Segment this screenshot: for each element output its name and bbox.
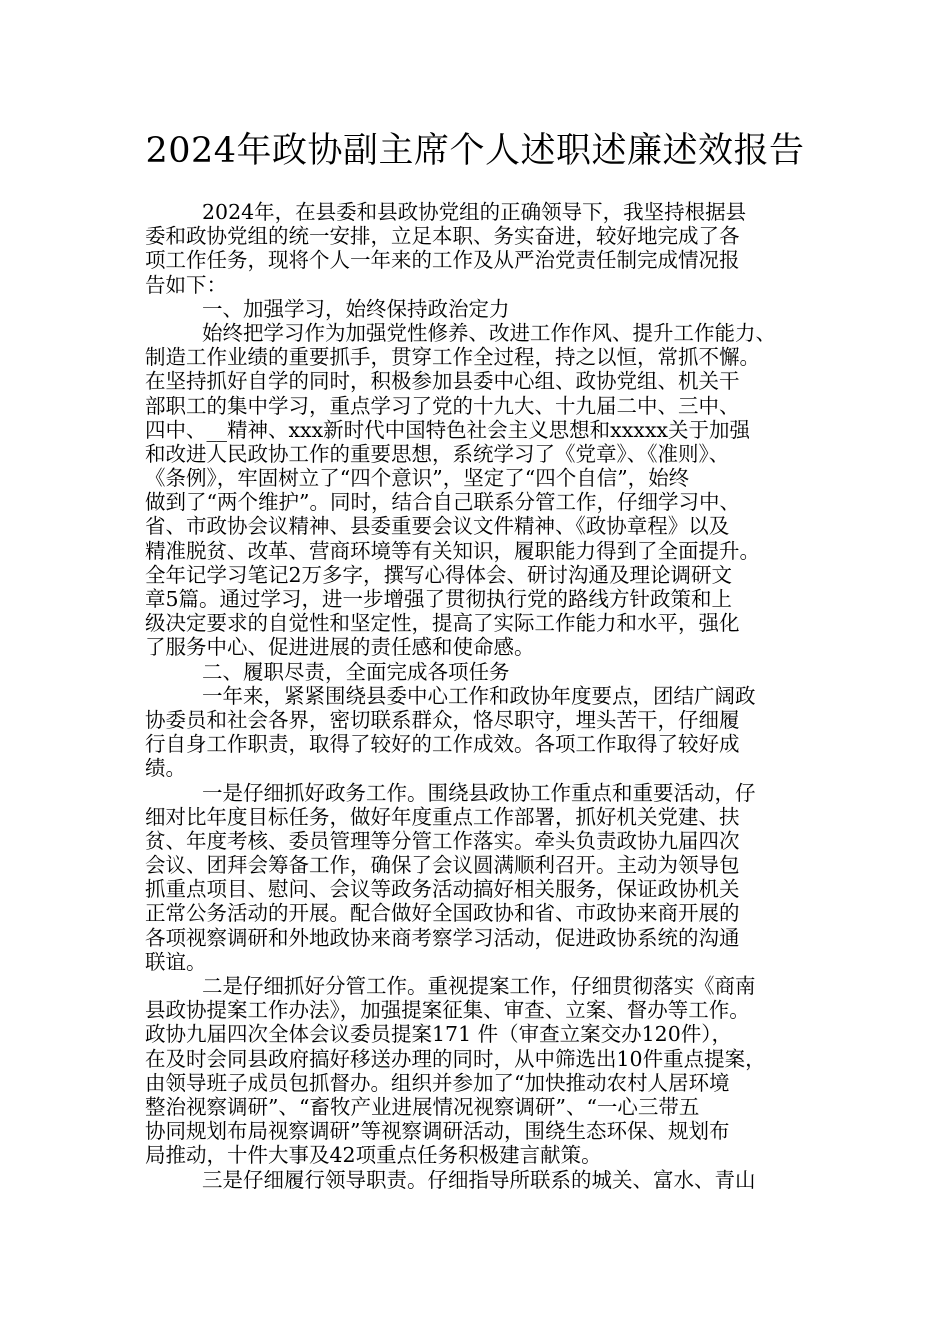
paragraph-line: 各项视察调研和外地政协来商考察学习活动，促进政协系统的沟通 [145,925,740,950]
paragraph-line: 《条例》，牢固树立了“四个意识”，坚定了“四个自信”，始终 [145,466,690,491]
paragraph-line: 三是仔细履行领导职责。仔细指导所联系的城关、富水、青山 [202,1167,756,1192]
paragraph-line: 省、市政协会议精神、县委重要会议文件精神、《政协章程》以及 [145,514,730,539]
paragraph-line: 整治视察调研”、“畜牧产业进展情况视察调研”、“一心三带五 [145,1094,700,1119]
paragraph-line: 正常公务活动的开展。配合做好全国政协和省、市政协来商开展的 [145,901,740,926]
section-heading: 一、加强学习，始终保持政治定力 [202,296,510,321]
paragraph-line: 项工作任务，现将个人一年来的工作及从严治党责任制完成情况报 [145,248,740,273]
paragraph-line: 二是仔细抓好分管工作。重视提案工作，仔细贯彻落实《商南 [202,974,756,998]
paragraph-line: 做到了“两个维护”。同时，结合自己联系分管工作，仔细学习中、 [145,490,740,515]
paragraph-line: 在及时会同县政府搞好移送办理的同时，从中筛选出10件重点提案， [145,1046,766,1071]
paragraph-line: 一是仔细抓好政务工作。围绕县政协工作重点和重要活动，仔 [202,780,756,805]
paragraph-line: 全年记学习笔记2万多字，撰写心得体会、研讨沟通及理论调研文 [145,562,733,587]
paragraph-line: 一年来，紧紧围绕县委中心工作和政协年度要点，团结广阔政 [202,683,756,708]
document-title: 2024年政协副主席个人述职述廉述效报告 [145,131,805,171]
paragraph-line: 由领导班子成员包抓督办。组织并参加了“加快推动农村人居环境 [145,1070,730,1095]
paragraph-line: 2024年，在县委和县政协党组的正确领导下，我坚持根据县 [202,200,747,224]
paragraph-line: 告如下： [145,272,227,297]
paragraph-line: 细对比年度目标任务，做好年度重点工作部署，抓好机关党建、扶 [145,804,740,829]
paragraph-line: 了服务中心、促进进展的责任感和使命感。 [145,635,535,660]
section-heading: 二、履职尽责，全面完成各项任务 [202,659,510,684]
paragraph-line: 级决定要求的自觉性和坚定性，提高了实际工作能力和水平，强化 [145,611,740,636]
paragraph-line: 协同规划布局视察调研”等视察调研活动，围绕生态环保、规划布 [145,1119,730,1144]
paragraph-line: 精准脱贫、改革、营商环境等有关知识，履职能力得到了全面提升。 [145,538,760,563]
paragraph-line: 和改进人民政协工作的重要思想，系统学习了《党章》、《准则》、 [145,441,730,466]
paragraph-line: 政协九届四次全体会议委员提案171 件（审查立案交办120件）， [145,1022,733,1047]
paragraph-line: 始终把学习作为加强党性修养、改进工作作风、提升工作能力、 [202,320,776,345]
paragraph-line: 在坚持抓好自学的同时，积极参加县委中心组、政协党组、机关干 [145,369,740,394]
paragraph-line: 部职工的集中学习，重点学习了党的十九大、十九届二中、三中、 [145,393,740,418]
paragraph-line: 会议、团拜会筹备工作，确保了会议圆满顺利召开。主动为领导包 [145,853,740,878]
paragraph-line: 联谊。 [145,949,207,974]
paragraph-line: 行自身工作职责，取得了较好的工作成效。各项工作取得了较好成 [145,732,740,757]
paragraph-line: 制造工作业绩的重要抓手，贯穿工作全过程，持之以恒，常抓不懈。 [145,345,760,370]
paragraph-line: 局推动，十件大事及42项重点任务积极建言献策。 [145,1143,602,1168]
paragraph-line: 章5篇。通过学习，进一步增强了贯彻执行党的路线方针政策和上 [145,587,733,611]
paragraph-line: 四中、__精神、xxx新时代中国特色社会主义思想和xxxxx关于加强 [145,417,750,442]
document-body [145,200,828,1192]
paragraph-line: 县政协提案工作办法》，加强提案征集、审查、立案、督办等工作。 [145,998,750,1023]
paragraph-line: 贫、年度考核、委员管理等分管工作落实。牵头负责政协九届四次 [145,828,740,853]
paragraph-line: 协委员和社会各界，密切联系群众，恪尽职守，埋头苦干，仔细履 [145,707,740,732]
paragraph-line: 绩。 [145,756,186,781]
paragraph-line: 委和政协党组的统一安排，立足本职、务实奋进，较好地完成了各 [145,224,740,249]
paragraph-line: 抓重点项目、慰问、会议等政务活动搞好相关服务，保证政协机关 [145,877,740,902]
